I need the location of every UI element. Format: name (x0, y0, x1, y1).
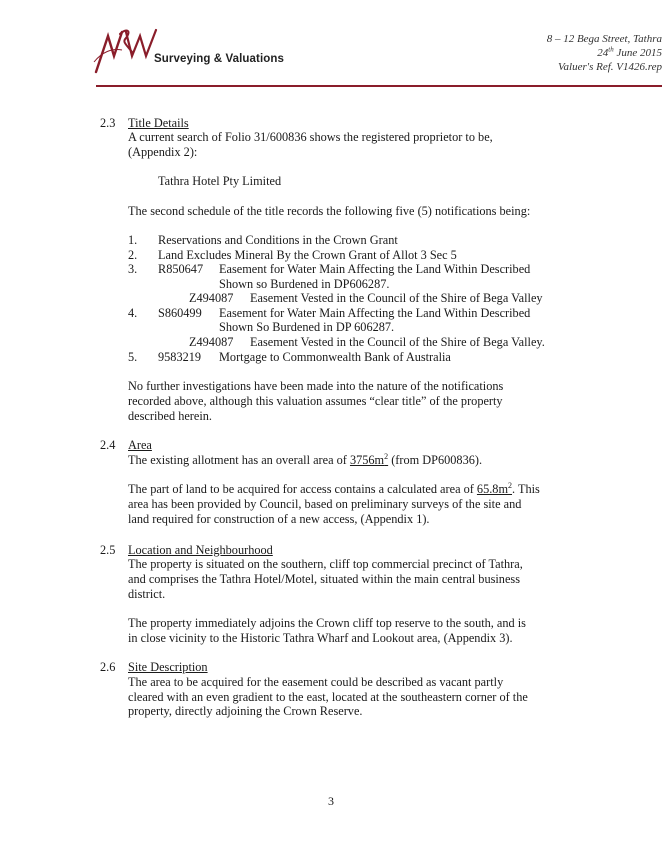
company-logo (92, 22, 285, 76)
notification-sub-text: Easement Vested in the Council of the Shire of Bega Valley. (250, 335, 545, 349)
schedule-intro: The second schedule of the title records the following five (5) notifications being: (128, 204, 531, 218)
section-number: 2.6 (100, 660, 116, 674)
paragraph-line: (Appendix 2): (128, 145, 198, 159)
notification-text: Shown So Burdened in DP 606287. (219, 320, 395, 334)
area-unit-sup: 2 (508, 480, 513, 490)
area-number: 3756m (349, 453, 385, 467)
section-heading-site-description: Site Description (128, 660, 208, 674)
notification-number: 3. (128, 262, 138, 276)
notification-ref: S860499 (158, 306, 202, 320)
logo-text: Surveying & Valuations (154, 53, 285, 65)
paragraph-line: cleared with an even gradient to the east, located at the southeastern corner of the (128, 690, 528, 704)
area-unit-sup: 2 (384, 451, 389, 461)
paragraph-line: No further investigations have been made into the nature of the notifications (128, 379, 504, 393)
notification-number: 4. (128, 306, 138, 320)
registered-proprietor: Tathra Hotel Pty Limited (158, 174, 282, 188)
paragraph-line: district. (128, 587, 166, 601)
paragraph-line: in close vicinity to the Historic Tathra Wharf and Lookout area, (Appendix 3). (128, 631, 513, 645)
notification-text: Easement for Water Main Affecting the Land Within Described (219, 262, 531, 276)
paragraph-line: The property immediately adjoins the Crown cliff top reserve to the south, and is (128, 616, 526, 630)
nrw-logo-mark-icon (92, 22, 162, 76)
notification-sub-ref: Z494087 (189, 291, 234, 305)
text-run: The part of land to be acquired for access contains a calculated area of (128, 482, 477, 496)
section-heading-area: Area (128, 438, 152, 452)
section-number: 2.3 (100, 116, 116, 130)
paragraph-line: area has been provided by Council, based on preliminary surveys of the site and (128, 497, 522, 511)
section-heading-title-details: Title Details (128, 116, 189, 130)
date-suffix: th (608, 45, 614, 54)
paragraph-line (128, 453, 482, 468)
header-divider (96, 85, 662, 87)
notification-number: 5. (128, 350, 138, 364)
text-run: . This (512, 482, 540, 496)
notification-text: Mortgage to Commonwealth Bank of Australia (219, 350, 451, 364)
paragraph-line: and comprises the Tathra Hotel/Motel, situated within the main central business (128, 572, 520, 586)
notification-text: Shown so Burdened in DP606287. (219, 277, 390, 291)
header-address: 8 – 12 Bega Street, Tathra (546, 33, 662, 45)
header-date (462, 46, 662, 60)
paragraph-line: A current search of Folio 31/600836 shows the registered proprietor to be, (128, 130, 493, 144)
area-value (350, 453, 388, 467)
text-run: The existing allotment has an overall area of (128, 453, 350, 467)
acquired-area-value (477, 482, 512, 496)
notification-text: Land Excludes Mineral By the Crown Grant of Allot 3 Sec 5 (158, 248, 457, 262)
paragraph-line: The property is situated on the southern, cliff top commercial precinct of Tathra, (128, 557, 523, 571)
notification-number: 2. (128, 248, 138, 262)
notification-text: Easement for Water Main Affecting the Land Within Described (219, 306, 531, 320)
paragraph-line (128, 482, 540, 497)
notification-ref: 9583219 (158, 350, 202, 364)
paragraph-line: recorded above, although this valuation assumes “clear title” of the property (128, 394, 503, 408)
notification-ref: R850647 (158, 262, 204, 276)
header-valuer-ref: Valuer's Ref. V1426.rep (558, 61, 662, 73)
header-info (462, 32, 662, 74)
area-number: 65.8m (476, 482, 509, 496)
notification-sub-ref: Z494087 (189, 335, 234, 349)
page-number: 3 (328, 794, 334, 808)
section-heading-location: Location and Neighbourhood (128, 543, 273, 557)
paragraph-line: The area to be acquired for the easement could be described as vacant partly (128, 675, 504, 689)
paragraph-line: land required for construction of a new access, (Appendix 1). (128, 512, 430, 526)
notification-sub-text: Easement Vested in the Council of the Shire of Bega Valley (250, 291, 543, 305)
text-run: (from DP600836). (388, 453, 483, 467)
date-rest: June 2015 (613, 47, 662, 59)
paragraph-line: described herein. (128, 409, 212, 423)
paragraph-line: property, directly adjoining the Crown Reserve. (128, 704, 363, 718)
section-number: 2.5 (100, 543, 116, 557)
date-day: 24 (597, 47, 609, 59)
notification-number: 1. (128, 233, 138, 247)
section-number: 2.4 (100, 438, 116, 452)
notification-text: Reservations and Conditions in the Crown Grant (158, 233, 398, 247)
